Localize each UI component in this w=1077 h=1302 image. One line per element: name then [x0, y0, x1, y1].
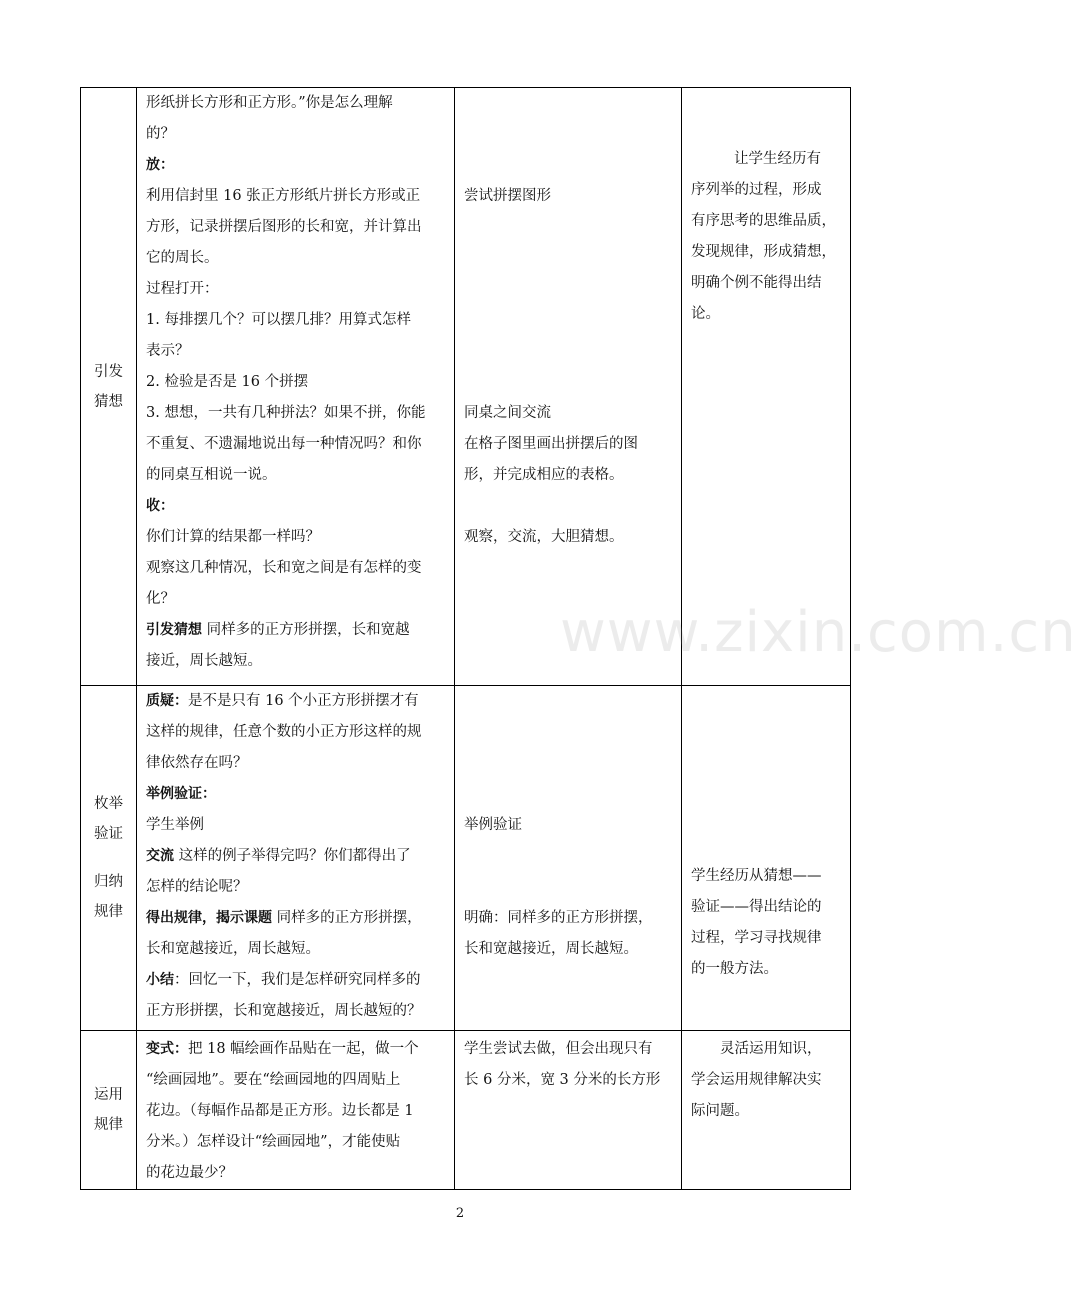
teacher-text: 的同桌互相说一说。 — [146, 467, 277, 483]
student-line — [455, 119, 681, 150]
stage-label — [81, 849, 136, 867]
student-line: 观察，交流，大胆猜想。 — [464, 529, 624, 545]
student-activity-cell — [455, 88, 682, 686]
teacher-line — [137, 1065, 454, 1096]
stage-label: 规律 — [94, 904, 123, 920]
intent-line: 际问题。 — [691, 1103, 749, 1119]
teacher-text: 形纸拼长方形和正方形。”你是怎么理解 — [146, 95, 393, 111]
intent-line: 学生经历从猜想—— — [691, 868, 822, 884]
student-line — [455, 305, 681, 336]
stage-label: 猜想 — [94, 393, 123, 410]
table-row — [81, 88, 851, 686]
student-line: 举例验证 — [464, 817, 522, 833]
student-line — [455, 88, 681, 119]
teacher-line — [137, 615, 454, 646]
stage-label: 引发 — [94, 363, 123, 380]
stage-cell — [81, 1031, 137, 1190]
teacher-line — [137, 841, 454, 872]
teacher-text: 正方形拼摆，长和宽越接近，周长越短的？ — [146, 1003, 422, 1019]
student-line — [455, 336, 681, 367]
section-label: 变式： — [146, 1041, 188, 1057]
student-line — [455, 150, 681, 181]
teacher-text: 不重复、不遗漏地说出每一种情况吗？和你 — [146, 436, 422, 452]
student-line: 长 6 分米，宽 3 分米的长方形 — [464, 1072, 661, 1088]
teacher-text: 这样的例子举得完吗？你们都得出了 — [174, 848, 411, 864]
intent-line: 让学生经历有 — [734, 151, 821, 167]
student-line — [455, 779, 681, 810]
teacher-line — [137, 1127, 454, 1158]
teacher-line — [137, 584, 454, 615]
stage-cell — [81, 88, 137, 686]
teacher-text: 2. 检验是否是 16 个拼摆 — [146, 374, 309, 390]
student-line — [455, 367, 681, 398]
section-label: 收： — [146, 498, 174, 514]
teacher-line — [137, 1096, 454, 1127]
teacher-line — [137, 491, 454, 522]
intent-line: 序列举的过程，形成 — [691, 182, 822, 198]
teacher-line — [137, 150, 454, 181]
table-row — [81, 686, 851, 1031]
design-intent-cell — [682, 686, 851, 1031]
stage-label: 运用 — [94, 1087, 123, 1103]
teacher-line — [137, 965, 454, 996]
section-label: 放： — [146, 157, 174, 173]
intent-line — [682, 768, 850, 799]
teacher-line — [137, 398, 454, 429]
teacher-line — [137, 872, 454, 903]
teacher-text: 它的周长。 — [146, 250, 219, 266]
student-line: 明确：同样多的正方形拼摆， — [464, 910, 653, 926]
student-line — [455, 686, 681, 717]
design-intent-cell — [682, 88, 851, 686]
teacher-text: 怎样的结论呢？ — [146, 879, 248, 895]
table-row — [81, 1031, 851, 1190]
teacher-text: 分米。）怎样设计“绘画园地”，才能使贴 — [146, 1134, 401, 1150]
page-number: 2 — [455, 1206, 465, 1221]
teacher-activity-cell — [137, 1031, 455, 1190]
teacher-line — [137, 934, 454, 965]
intent-line: 的一般方法。 — [691, 961, 778, 977]
teacher-line — [137, 429, 454, 460]
student-line — [455, 748, 681, 779]
teacher-line — [137, 779, 454, 810]
section-label: 得出规律，揭示课题 — [146, 910, 272, 926]
student-line — [455, 243, 681, 274]
stage-label: 规律 — [94, 1117, 123, 1133]
teacher-text: 3. 想想，一共有几种拼法？如果不拼，你能 — [146, 405, 426, 421]
stage-label: 验证 — [94, 826, 123, 842]
intent-line: 有序思考的思维品质， — [691, 213, 836, 229]
teacher-text: 律依然存在吗？ — [146, 755, 248, 771]
intent-line: 论。 — [691, 306, 720, 322]
intent-line — [682, 113, 850, 144]
student-line — [455, 274, 681, 305]
section-label: 引发猜想 — [146, 622, 202, 638]
teacher-line — [137, 212, 454, 243]
section-label: 小结 — [146, 972, 174, 988]
student-line: 尝试拼摆图形 — [464, 188, 551, 204]
teacher-line — [137, 119, 454, 150]
teacher-line — [137, 748, 454, 779]
teacher-text: 花边。（每幅作品都是正方形。边长都是 1 — [146, 1103, 414, 1119]
section-label: 交流 — [146, 848, 174, 864]
intent-line: 验证——得出结论的 — [691, 899, 822, 915]
teacher-line — [137, 903, 454, 934]
student-line: 在格子图里画出拼摆后的图 — [464, 436, 638, 452]
intent-line — [682, 799, 850, 830]
teacher-line — [137, 243, 454, 274]
teacher-line — [137, 810, 454, 841]
section-label: 质疑： — [146, 693, 188, 709]
section-label: 举例验证： — [146, 786, 216, 802]
teacher-line — [137, 336, 454, 367]
teacher-text: 长和宽越接近，周长越短。 — [146, 941, 320, 957]
teacher-line — [137, 717, 454, 748]
student-line: 长和宽越接近，周长越短。 — [464, 941, 638, 957]
student-line — [455, 491, 681, 522]
teacher-line — [137, 646, 454, 677]
intent-line: 明确个例不能得出结 — [691, 275, 822, 291]
teacher-text: 表示？ — [146, 343, 190, 359]
teacher-text: 同样多的正方形拼摆， — [272, 910, 422, 926]
stage-label: 枚举 — [94, 796, 123, 812]
teacher-text: 观察这几种情况，长和宽之间是有怎样的变 — [146, 560, 422, 576]
teacher-text: “绘画园地”。要在“绘画园地的四周贴上 — [146, 1072, 401, 1088]
teacher-line — [137, 88, 454, 119]
teacher-line — [137, 181, 454, 212]
teacher-text: 的？ — [146, 126, 175, 142]
teacher-line — [137, 460, 454, 491]
teacher-activity-cell — [137, 88, 455, 686]
watermark: www.zixin.com.cn — [560, 600, 1077, 665]
stage-cell — [81, 686, 137, 1031]
teacher-text: 1. 每排摆几个？可以摆几排？用算式怎样 — [146, 312, 411, 328]
teacher-text: 接近，周长越短。 — [146, 653, 262, 669]
teacher-text: 你们计算的结果都一样吗？ — [146, 529, 320, 545]
teacher-line — [137, 1158, 454, 1189]
teacher-text: 利用信封里 16 张正方形纸片拼长方形或正 — [146, 188, 421, 204]
teacher-text: 同样多的正方形拼摆，长和宽越 — [202, 622, 410, 638]
teacher-text: 是不是只有 16 个小正方形拼摆才有 — [188, 693, 419, 709]
teacher-text: 化？ — [146, 591, 175, 607]
teacher-line — [137, 367, 454, 398]
teacher-text: 把 18 幅绘画作品贴在一起，做一个 — [188, 1041, 419, 1057]
teacher-text: 过程打开： — [146, 281, 219, 297]
intent-line: 发现规律，形成猜想， — [691, 244, 836, 260]
teacher-line — [137, 686, 454, 717]
intent-line: 学会运用规律解决实 — [691, 1072, 822, 1088]
student-line — [455, 841, 681, 872]
teacher-text: 学生举例 — [146, 817, 204, 833]
student-line — [455, 872, 681, 903]
teacher-text: 方形，记录拼摆后图形的长和宽，并计算出 — [146, 219, 422, 235]
teacher-line — [137, 1034, 454, 1065]
teacher-line — [137, 522, 454, 553]
intent-line: 过程，学习寻找规律 — [691, 930, 822, 946]
teacher-activity-cell — [137, 686, 455, 1031]
teacher-text: 的花边最少？ — [146, 1165, 233, 1181]
intent-line — [682, 830, 850, 861]
student-line: 学生尝试去做，但会出现只有 — [464, 1041, 653, 1057]
student-line: 同桌之间交流 — [464, 405, 551, 421]
teacher-line — [137, 274, 454, 305]
student-activity-cell — [455, 1031, 682, 1190]
teacher-line — [137, 553, 454, 584]
teacher-line — [137, 305, 454, 336]
student-line — [455, 717, 681, 748]
student-line — [455, 212, 681, 243]
teacher-line — [137, 996, 454, 1027]
design-intent-cell — [682, 1031, 851, 1190]
teacher-text: ：回忆一下，我们是怎样研究同样多的 — [174, 972, 421, 988]
stage-label: 归纳 — [94, 874, 123, 890]
teacher-text: 这样的规律，任意个数的小正方形这样的规 — [146, 724, 422, 740]
student-activity-cell — [455, 686, 682, 1031]
student-line: 形，并完成相应的表格。 — [464, 467, 624, 483]
intent-line: 灵活运用知识， — [720, 1041, 822, 1057]
